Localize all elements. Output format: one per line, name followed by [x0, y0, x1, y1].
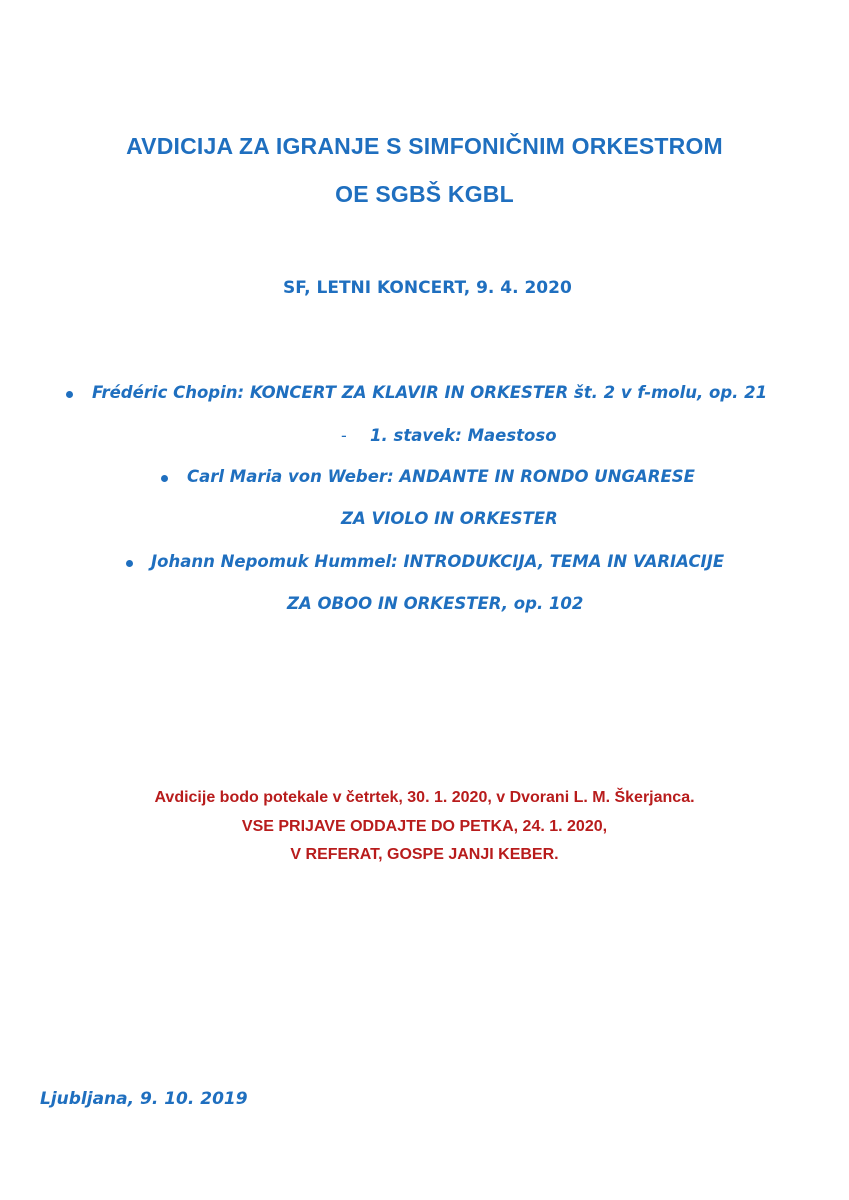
- program-item-weber-line-2: ZA VIOLO IN ORKESTER: [341, 509, 558, 528]
- notice-line-1: Avdicije bodo potekale v četrtek, 30. 1. 2020, v Dvorani L. M. Škerjanca.: [154, 789, 695, 806]
- program-item-hummel-line-1: Johann Nepomuk Hummel: INTRODUKCIJA, TEMA IN VARIACIJE: [151, 552, 725, 571]
- program-item-hummel-line-2: ZA OBOO IN ORKESTER, op. 102: [287, 594, 584, 613]
- program-item-chopin: Frédéric Chopin: KONCERT ZA KLAVIR IN ORKESTER št. 2 v f-molu, op. 21: [92, 383, 768, 402]
- bullet-icon: [161, 475, 168, 482]
- bullet-icon: [66, 391, 73, 398]
- bullet-icon: [126, 560, 133, 567]
- program-subitem-movement: 1. stavek: Maestoso: [370, 426, 557, 445]
- place-date: Ljubljana, 9. 10. 2019: [40, 1089, 248, 1109]
- notice-line-3: V REFERAT, GOSPE JANJI KEBER.: [290, 846, 559, 863]
- program-item-weber-line-1: Carl Maria von Weber: ANDANTE IN RONDO UNGARESE: [187, 467, 695, 486]
- page-title-line-2: OE SGBŠ KGBL: [335, 181, 514, 207]
- notice-line-2: VSE PRIJAVE ODDAJTE DO PETKA, 24. 1. 2020,: [241, 818, 608, 835]
- page-title-line-1: AVDICIJA ZA IGRANJE S SIMFONIČNIM ORKESTROM: [126, 133, 723, 159]
- dash-icon: -: [341, 426, 347, 445]
- concert-subtitle: SF, LETNI KONCERT, 9. 4. 2020: [283, 278, 572, 298]
